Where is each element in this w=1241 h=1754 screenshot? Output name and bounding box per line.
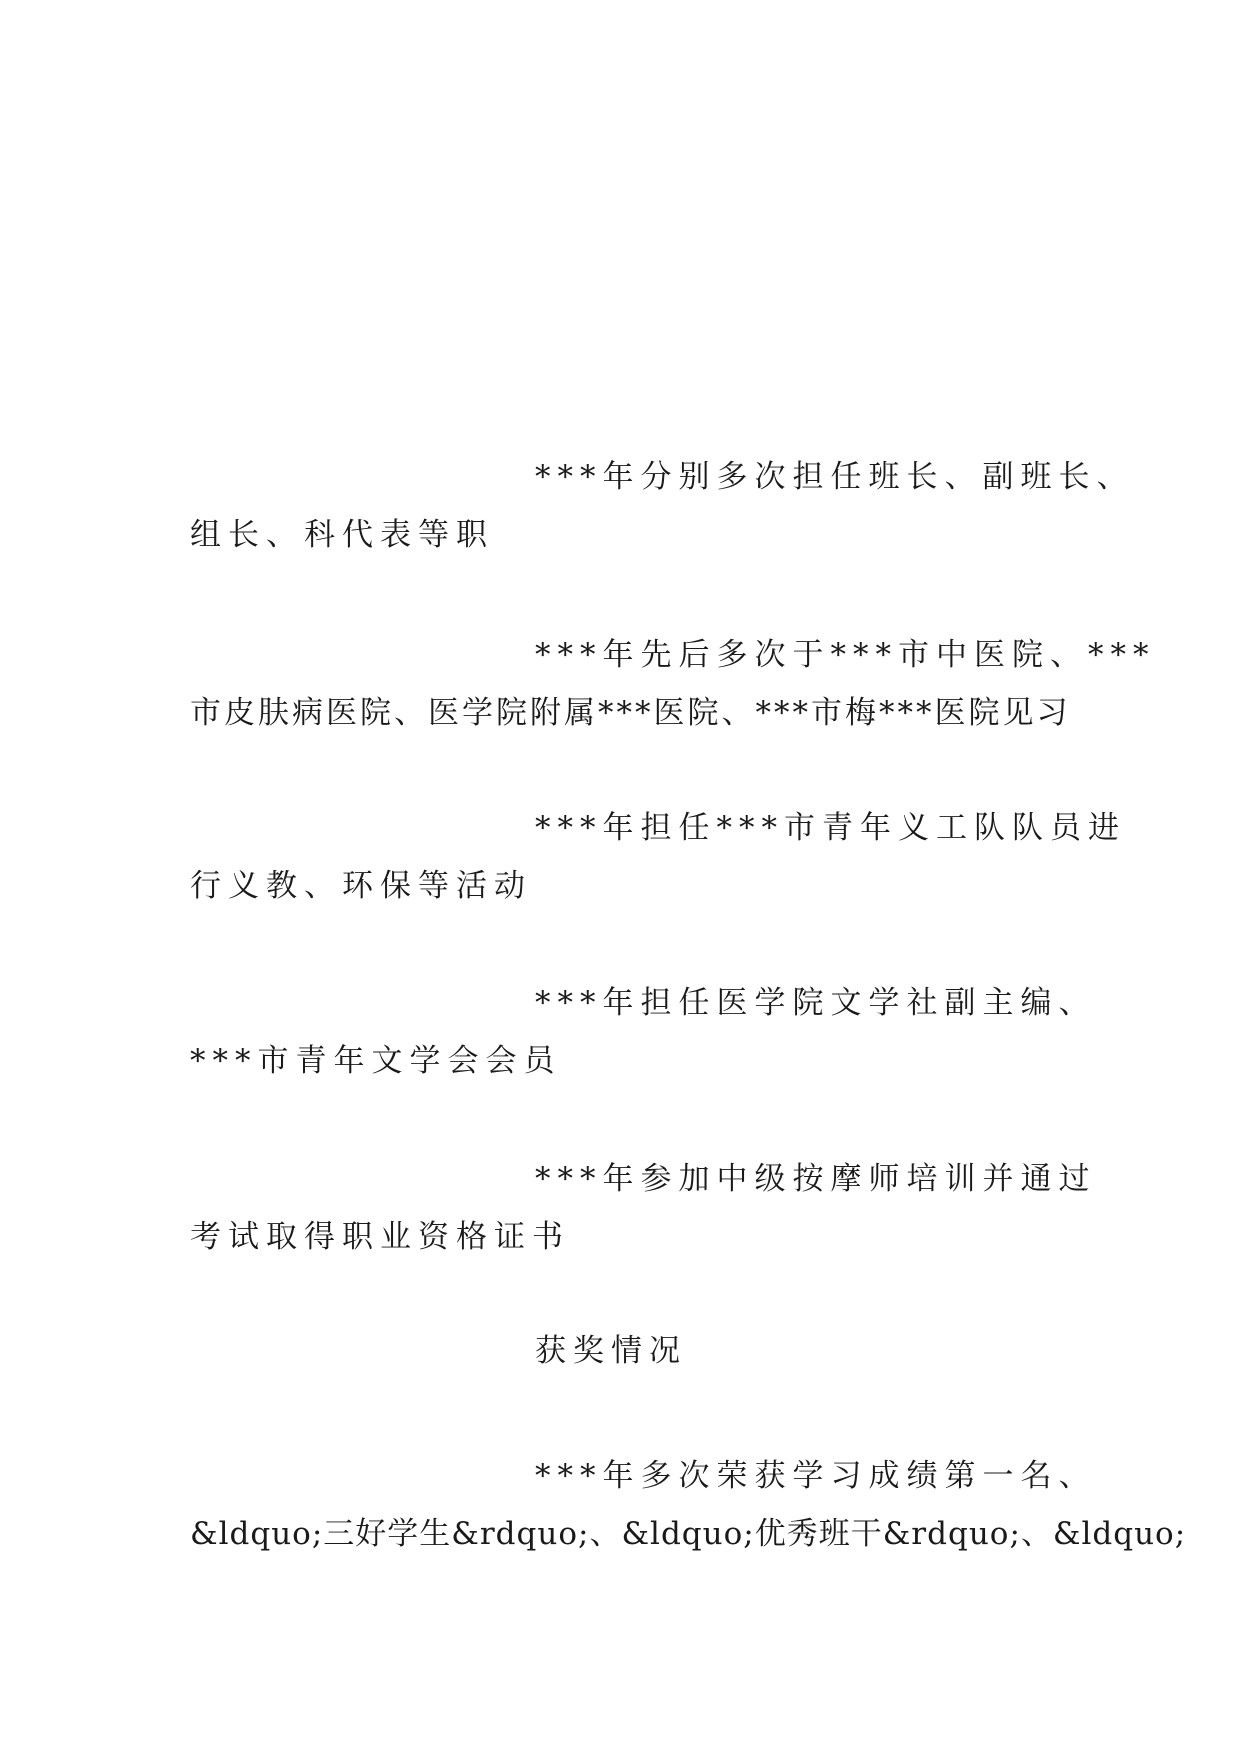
- paragraph-line: &ldquo;三好学生&rdquo;、&ldquo;优秀班干&rdquo;、&ldquo;: [190, 1516, 1187, 1552]
- awards-heading: 获奖情况: [535, 1333, 687, 1369]
- paragraph-line: 市皮肤病医院、医学院附属***医院、***市梅***医院见习: [190, 695, 1071, 731]
- paragraph-line: 行义教、环保等活动: [190, 868, 532, 904]
- experience-paragraph-5: [190, 1150, 1097, 1266]
- paragraph-line: ***市青年文学会会员: [190, 1043, 562, 1079]
- paragraph-line: 组长、科代表等职: [190, 517, 494, 553]
- paragraph-line: ***年分别多次担任班长、副班长、: [535, 459, 1135, 495]
- paragraph-line: ***年担任***市青年义工队队员进: [535, 810, 1126, 846]
- paragraph-line: ***年参加中级按摩师培训并通过: [535, 1161, 1097, 1197]
- paragraph-line: ***年多次荣获学习成绩第一名、: [535, 1458, 1097, 1494]
- paragraph-line: ***年担任医学院文学社副主编、: [535, 985, 1097, 1021]
- experience-paragraph-3: [190, 799, 1126, 915]
- experience-paragraph-2: [190, 626, 1156, 742]
- paragraph-line: ***年先后多次于***市中医院、***: [535, 637, 1156, 673]
- experience-paragraph-1: [190, 448, 1135, 564]
- awards-paragraph: [190, 1447, 1187, 1563]
- paragraph-line: 考试取得职业资格证书: [190, 1219, 570, 1255]
- experience-paragraph-4: [190, 974, 1097, 1090]
